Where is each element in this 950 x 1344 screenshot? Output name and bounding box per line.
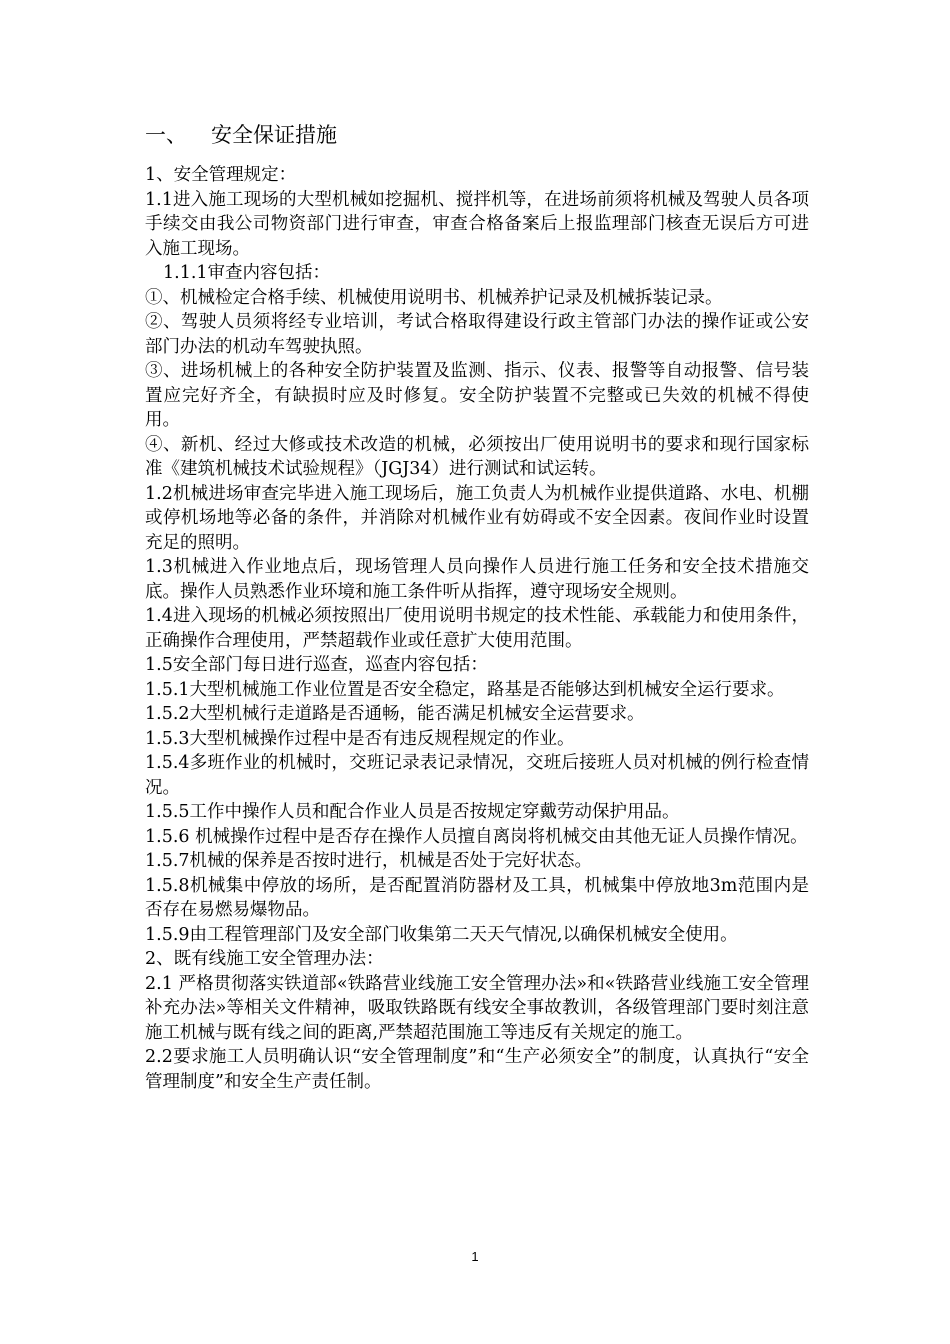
page-number: 1 — [471, 1249, 479, 1264]
paragraph: 1.5.5工作中操作人员和配合作业人员是否按规定穿戴劳动保护用品。 — [145, 802, 680, 822]
paragraph: 1.5.9由工程管理部门及安全部门收集第二天天气情况,以确保机械安全使用。 — [145, 924, 738, 945]
paragraph: 2.1 严格贯彻落实铁道部«铁路营业线施工安全管理办法»和«铁路营业线施工安全管理补充办法»等相关文件精神，吸取铁路既有线安全事故教训，各级管理部门要时刻注意施工机械与既有线之间的距离,严禁超范围施工等违反有关规定的施工。 — [145, 973, 809, 1043]
paragraph: 1.5.4多班作业的机械时，交班记录表记录情况，交班后接班人员对机械的例行检查情况。 — [145, 753, 809, 798]
paragraph: 1.4进入现场的机械必须按照出厂使用说明书规定的技术性能、承载能力和使用条件，正确操作合理使用，严禁超载作业或任意扩大使用范围。 — [145, 606, 809, 651]
paragraph: 1.5.1大型机械施工作业位置是否安全稳定，路基是否能够达到机械安全运行要求。 — [145, 679, 785, 700]
paragraph: 1.1进入施工现场的大型机械如挖掘机、搅拌机等，在进场前须将机械及驾驶人员各项手续交由我公司物资部门进行审查，审查合格备案后上报监理部门核查无误后方可进入施工现场。 — [145, 189, 809, 259]
paragraph: 1.3机械进入作业地点后，现场管理人员向操作人员进行施工任务和安全技术措施交底。操作人员熟悉作业环境和施工条件听从指挥，遵守现场安全规则。 — [145, 557, 809, 602]
body-text — [145, 163, 809, 1094]
paragraph: 1.1.1审查内容包括： — [163, 263, 331, 283]
list-item: ①、机械检定合格手续、机械使用说明书、机械养护记录及机械拆装记录。 — [145, 287, 723, 308]
paragraph: 1.5.8机械集中停放的场所，是否配置消防器材及工具，机械集中停放地3m范围内是否存在易燃易爆物品。 — [145, 875, 809, 920]
section-heading-number: 一、 — [145, 123, 187, 147]
section-heading — [145, 121, 337, 149]
paragraph: 1.5.3大型机械操作过程中是否有违反规程规定的作业。 — [145, 728, 575, 749]
paragraph: 1.5安全部门每日进行巡查，巡查内容包括： — [145, 655, 488, 675]
paragraph: 1.5.2大型机械行走道路是否通畅，能否满足机械安全运营要求。 — [145, 704, 645, 724]
list-item: ④、新机、经过大修或技术改造的机械，必须按出厂使用说明书的要求和现行国家标准《建筑机械技术试验规程》（JGJ34）进行测试和试运转。 — [145, 434, 809, 479]
subsection-title: 1、安全管理规定： — [145, 165, 297, 185]
list-item: ③、进场机械上的各种安全防护装置及监测、指示、仪表、报警等自动报警、信号装置应完好齐全，有缺损时应及时修复。安全防护装置不完整或已失效的机械不得使用。 — [145, 361, 809, 430]
section-heading-title: 安全保证措施 — [211, 123, 337, 147]
paragraph: 1.5.6 机械操作过程中是否存在操作人员擅自离岗将机械交由其他无证人员操作情况。 — [145, 826, 808, 847]
paragraph: 1.5.7机械的保养是否按时进行，机械是否处于完好状态。 — [145, 851, 593, 871]
paragraph: 1.2机械进场审查完毕进入施工现场后，施工负责人为机械作业提供道路、水电、机棚或停机场地等必备的条件，并消除对机械作业有妨碍或不安全因素。夜间作业时设置充足的照明。 — [145, 483, 809, 553]
list-item: ②、驾驶人员须将经专业培训，考试合格取得建设行政主管部门办法的操作证或公安部门办法的机动车驾驶执照。 — [145, 312, 809, 357]
subsection-title: 2、既有线施工安全管理办法： — [145, 949, 384, 969]
paragraph: 2.2要求施工人员明确认识“安全管理制度”和“生产必须安全”的制度，认真执行“安全管理制度”和安全生产责任制。 — [145, 1047, 809, 1092]
